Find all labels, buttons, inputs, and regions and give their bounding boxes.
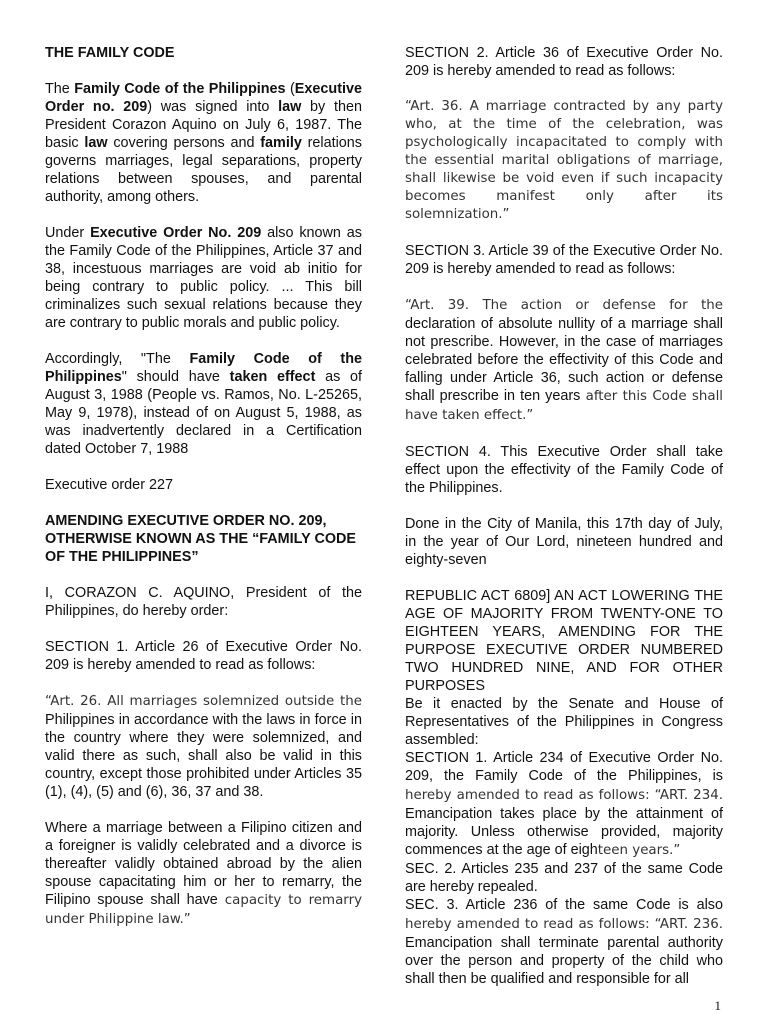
text-run: The (45, 81, 75, 97)
article-39-rest: declaration of absolute nullity of a marriage shall not prescribe. However, in the case of marriages celebrated before the effectivity of this Code and falling under Article 36, such action or defense shall prescribe in ten years (405, 316, 723, 404)
section-4: SECTION 4. This Executive Order shall take effect upon the effectivity of the Family Code of the Philippines. (405, 444, 723, 496)
text-run: also known as the Family Code of the Philippines, Article 37 and 38, incestuous marriages are void ab initio for being contrary to public policy. ... This bill criminalizes such sexual relations because they are contrary to public morals and public policy. (45, 225, 362, 331)
document-title: THE FAMILY CODE (45, 45, 175, 61)
article-26-text (45, 692, 362, 801)
article-36-text: “Art. 36. A marriage contracted by any party who, at the time of the celebration, was psychologically incapacitated to comply with the essential marital obligations of marriage, shall likewise be void even if such incapacity becomes manifest only after its solemnization.” (405, 99, 723, 222)
text-run: Under (45, 225, 91, 241)
divorce-quote-end: capacity to remarry under Philippine law.” (45, 893, 362, 927)
text-run: Accordingly, "The (45, 351, 190, 367)
paragraph-effectivity (45, 350, 362, 458)
article-39-text (405, 296, 723, 425)
ra-section-3 (405, 896, 723, 988)
bold-term: taken effect (229, 369, 316, 385)
aquino-order: I, CORAZON C. AQUINO, President of the Philippines, do hereby order: (45, 585, 362, 619)
ra-section-1-quote: hereby amended to read as follows: “ART. 234. (405, 788, 723, 803)
article-26-rest: Philippines in accordance with the laws in force in the country where they were solemnized, and valid there as such, shall also be valid in this country, except those prohibited under Articles 35 (1), (4), (5) and (6), 36, 37 and 38. (45, 712, 362, 800)
text-run: relations governs marriages, legal separations, property relations between spouses, and parental authority, among others. (45, 135, 363, 205)
bold-term: Executive Order No. 209 (90, 225, 262, 241)
text-run: as of August 3, 1988 (People vs. Ramos, No. L-25265, May 9, 1978), instead of on August 5, 1988, as was inadvertently declared in a Certification dated October 7, 1988 (45, 369, 362, 457)
text-run: ) was signed into (147, 99, 279, 115)
paragraph-incestuous-marriages (45, 224, 362, 332)
bold-term: law (84, 135, 108, 151)
text-run: " should have (121, 369, 230, 385)
eo-227-label: Executive order 227 (45, 477, 173, 493)
bold-term: Family Code of the Philippines (74, 81, 286, 97)
enacting-clause: Be it enacted by the Senate and House of Representatives of the Philippines in Congress assembled: (405, 696, 723, 748)
ra-section-2: SEC. 2. Articles 235 and 237 of the same Code are hereby repealed. (405, 861, 723, 895)
section-2: SECTION 2. Article 36 of Executive Order No. 209 is hereby amended to read as follows: (405, 45, 723, 79)
ra-section-3-rest: Emancipation shall terminate parental authority over the person and property of the child who shall then be qualified and responsible for all (405, 935, 723, 987)
section-1: SECTION 1. Article 26 of Executive Order No. 209 is hereby amended to read as follows: (45, 639, 362, 673)
bold-term: Family Code of the Philippines (45, 351, 362, 385)
paragraph-family-code-intro (45, 80, 362, 206)
republic-act-title: REPUBLIC ACT 6809] AN ACT LOWERING THE AGE OF MAJORITY FROM TWENTY-ONE TO EIGHTEEN YEARS, AMENDING FOR THE PURPOSE EXECUTIVE ORDER NUMBERED TWO HUNDRED NINE, AND FOR OTHER PURPOSES (405, 588, 723, 694)
text-run: by then President Corazon Aquino on July 6, 1987. The basic (45, 99, 362, 151)
ra-section-1-end: teen years.” (597, 843, 681, 858)
left-column (45, 44, 362, 929)
article-39-quote-start: “Art. 39. The action or defense for the (405, 298, 723, 313)
bold-term: family (260, 135, 302, 151)
text-run: ( (285, 81, 295, 97)
right-column (405, 44, 723, 988)
divorce-text: Where a marriage between a Filipino citizen and a foreigner is validly celebrated and a divorce is thereafter validly obtained abroad by the alien spouse capacitating him or her to remarry, the Filipino spouse shall have (45, 820, 362, 908)
page-number: 1 (714, 998, 721, 1013)
ra-section-1-rest: Emancipation takes place by the attainment of majority. Unless otherwise provided, majority commences at the age of eigh (405, 806, 723, 858)
done-in-manila: Done in the City of Manila, this 17th day of July, in the year of Our Lord, nineteen hundred and eighty-seven (405, 516, 723, 568)
text-run: covering persons and (107, 135, 261, 151)
divorce-paragraph (45, 819, 362, 929)
ra-section-3-quote: hereby amended to read as follows: “ART. 236. (405, 917, 723, 932)
article-26-quote-start: “Art. 26. All marriages solemnized outside the (45, 694, 362, 709)
bold-term: law (278, 99, 302, 115)
section-3: SECTION 3. Article 39 of the Executive Order No. 209 is hereby amended to read as follows: (405, 243, 723, 277)
ra-section-3-text: SEC. 3. Article 236 of the same Code is also (405, 897, 723, 913)
bold-term: Executive Order no. 209 (45, 81, 362, 115)
ra-section-1 (405, 749, 723, 860)
amendment-heading: AMENDING EXECUTIVE ORDER NO. 209, OTHERWISE KNOWN AS THE “FAMILY CODE OF THE PHILIPPINES” (45, 513, 357, 565)
ra-section-1-text: SECTION 1. Article 234 of Executive Order No. 209, the Family Code of the Philippines, is (405, 750, 723, 784)
article-39-quote-end: after this Code shall have taken effect.” (405, 389, 724, 423)
